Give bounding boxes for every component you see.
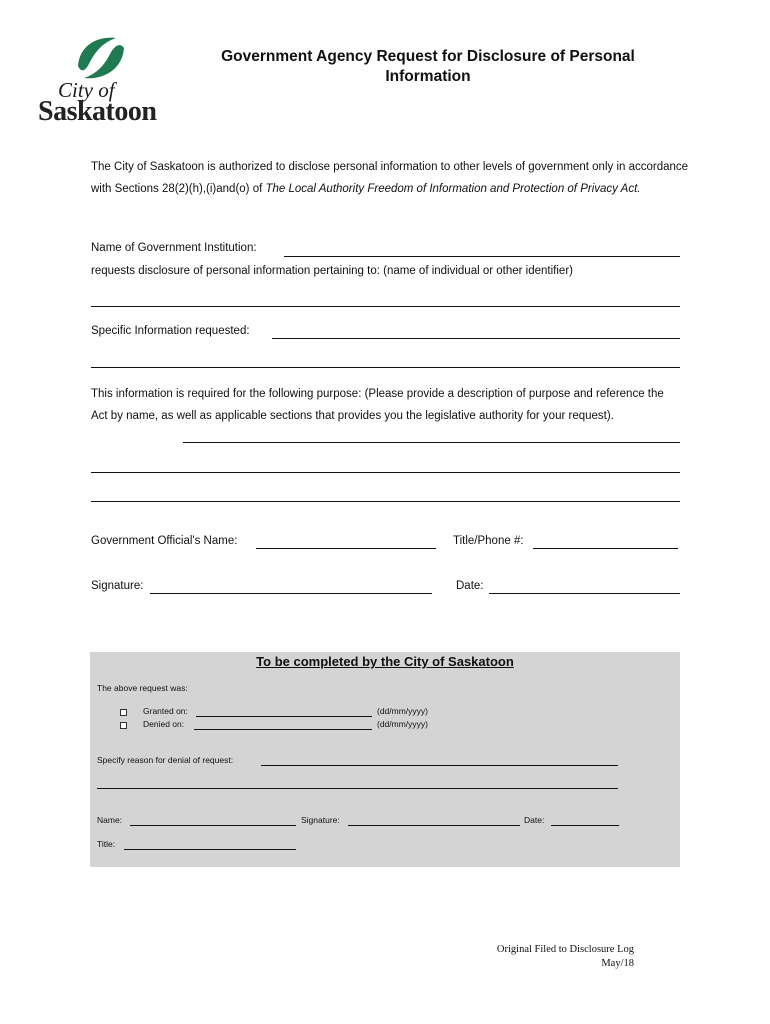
footer-note <box>470 943 634 971</box>
above-request-label: The above request was: <box>97 683 188 693</box>
city-of-saskatoon-s-icon <box>68 32 132 84</box>
intro-text: The City of Saskatoon is authorized to disclose personal information to other levels of government only in accordance with Sections 28(2)(h),(i)and(o) of <box>91 161 689 195</box>
logo-city-of: City of <box>58 78 115 102</box>
form-title: Government Agency Request for Disclosure of Personal Information <box>221 48 635 85</box>
title-phone-label: Title/Phone #: <box>453 535 524 547</box>
official-name-label: Government Official's Name: <box>91 535 238 547</box>
city-completion-section <box>90 652 680 867</box>
signature-field[interactable] <box>150 593 432 594</box>
individual-identifier-field[interactable] <box>91 306 680 307</box>
purpose-field-3[interactable] <box>91 501 680 502</box>
institution-label: Name of Government Institution: <box>91 242 257 254</box>
city-name-field[interactable] <box>130 825 296 826</box>
city-name-label: Name: <box>97 815 123 825</box>
city-signature-label: Signature: <box>301 815 340 825</box>
granted-date-format: (dd/mm/yyyy) <box>377 706 428 716</box>
footer-line-2: May/18 <box>601 958 634 969</box>
granted-label: Granted on: <box>143 706 188 716</box>
denial-reason-field[interactable] <box>261 765 618 766</box>
denied-date-format: (dd/mm/yyyy) <box>377 719 428 729</box>
intro-act-name: The Local Authority Freedom of Information and Protection of Privacy Act. <box>265 183 641 195</box>
city-logo <box>36 32 166 132</box>
specific-info-field-2[interactable] <box>91 367 680 368</box>
city-title-field[interactable] <box>124 849 296 850</box>
specific-info-label: Specific Information requested: <box>91 325 250 337</box>
date-field[interactable] <box>489 593 680 594</box>
purpose-text: This information is required for the following purpose: (Please provide a description of purpose and reference the Act by name, as well as applicable sections that provides you the legislative authority for your request). <box>91 388 664 422</box>
granted-checkbox[interactable] <box>120 709 127 716</box>
purpose-field-2[interactable] <box>91 472 680 473</box>
city-section-heading: To be completed by the City of Saskatoon <box>256 654 514 669</box>
signature-label: Signature: <box>91 580 144 592</box>
denial-reason-label: Specify reason for denial of request: <box>97 755 234 765</box>
specific-info-field[interactable] <box>272 338 680 339</box>
institution-field[interactable] <box>284 256 680 257</box>
city-date-label: Date: <box>524 815 545 825</box>
city-signature-field[interactable] <box>348 825 520 826</box>
city-title-label: Title: <box>97 839 116 849</box>
denied-checkbox[interactable] <box>120 722 127 729</box>
city-date-field[interactable] <box>551 825 619 826</box>
date-label: Date: <box>456 580 484 592</box>
denied-label: Denied on: <box>143 719 185 729</box>
purpose-field[interactable] <box>183 442 680 443</box>
denial-reason-field-2[interactable] <box>97 788 618 789</box>
denied-date-field[interactable] <box>194 729 372 730</box>
title-phone-field[interactable] <box>533 548 678 549</box>
intro-paragraph <box>91 156 691 200</box>
logo-saskatoon: Saskatoon <box>38 96 157 127</box>
granted-date-field[interactable] <box>196 716 372 717</box>
footer-line-1: Original Filed to Disclosure Log <box>496 944 634 955</box>
official-name-field[interactable] <box>256 548 436 549</box>
requests-text: requests disclosure of personal information pertaining to: (name of individual or other identifier) <box>91 265 573 277</box>
